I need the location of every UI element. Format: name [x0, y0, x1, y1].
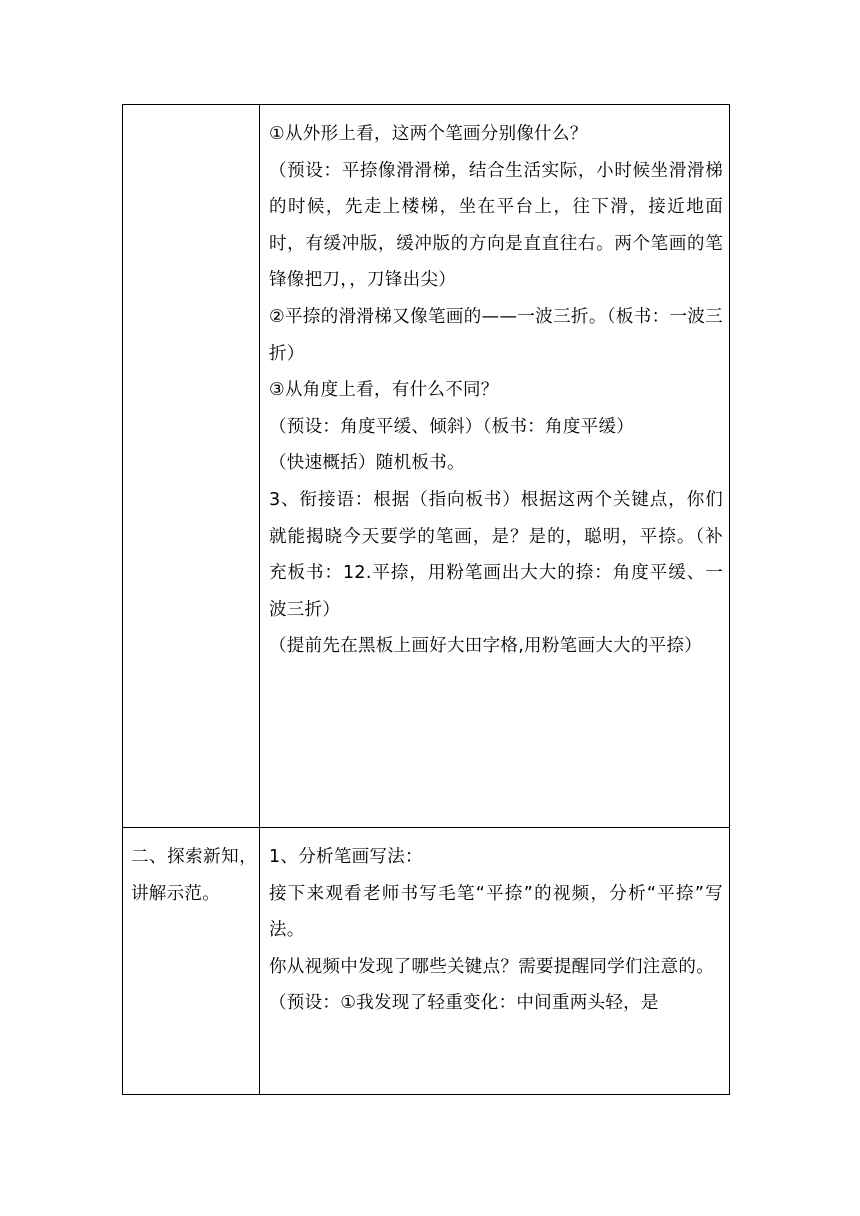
content-cell [260, 828, 730, 1095]
content-paragraph: （提前先在黑板上画好大田字格,用粉笔画大大的平捺） [269, 636, 703, 657]
content-paragraph: ②平捺的滑滑梯又像笔画的——一波三折。（板书：一波三折） [269, 306, 723, 364]
content-paragraph: 3、衔接语：根据（指向板书）根据这两个关键点，你们就能揭晓今天要学的笔画，是？是的，聪明，平捺。（补充板书：12.平捺，用粉笔画出大大的捺：角度平缓、一波三折） [269, 489, 723, 620]
table-row [123, 828, 730, 1095]
stage-cell [123, 828, 260, 1095]
content-paragraph: （预设：平捺像滑滑梯，结合生活实际，小时候坐滑滑梯的时候，先走上楼梯，坐在平台上，往下滑，接近地面时，有缓冲版，缓冲版的方向是直直往右。两个笔画的笔锋像把刀，，刀锋出尖） [269, 160, 723, 291]
content-paragraph: （预设：角度平缓、倾斜）（板书：角度平缓） [269, 416, 635, 437]
content-paragraph: 你从视频中发现了哪些关键点？需要提醒同学们注意的。 [269, 956, 714, 977]
table-row [123, 105, 730, 828]
content-cell [260, 105, 730, 828]
content-paragraph: （快速概括）随机板书。 [269, 453, 465, 474]
lesson-plan-table [122, 104, 730, 1095]
content-paragraph: 接下来观看老师书写毛笔“平捺”的视频，分析“平捺”写法。 [269, 883, 723, 941]
content-paragraph: 1、分析笔画写法： [269, 847, 423, 867]
content-paragraph: ③从角度上看，有什么不同？ [269, 380, 499, 401]
stage-cell [123, 105, 260, 828]
content-paragraph: ①从外形上看，这两个笔画分别像什么？ [269, 124, 588, 144]
content-paragraph: （预设：①我发现了轻重变化：中间重两头轻，是 [269, 993, 659, 1014]
stage-label: 二、探索新知，讲解示范。 [131, 847, 257, 904]
